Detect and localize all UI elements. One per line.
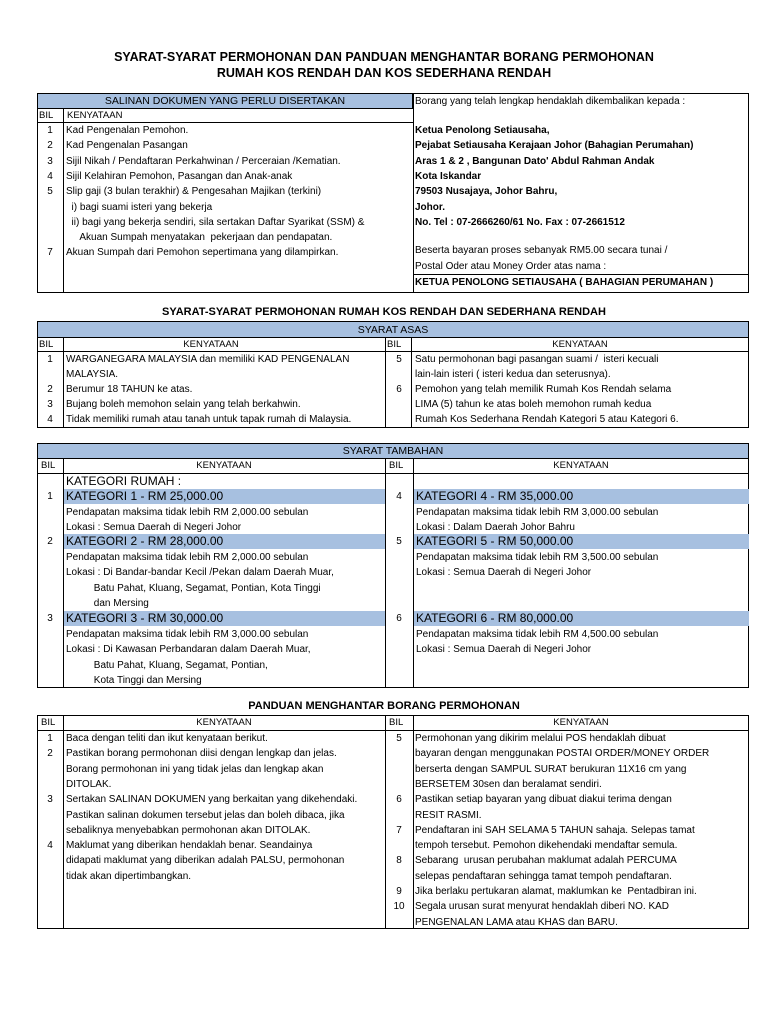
list-item-line: Borang permohonan ini yang tidak jelas dan lengkap akan [66,763,324,775]
list-item-line: tidak akan dipertimbangkan. [66,870,192,882]
kategori-title-bar: KATEGORI 1 - RM 25,000.00 [64,489,385,504]
kategori-line: Lokasi : Di Kawasan Perbandaran dalam Daerah Muar, [66,644,311,656]
list-item-line: bayaran dengan menggunakan POSTAI ORDER/MONEY ORDER [415,748,710,760]
kategori-num: 2 [47,536,53,547]
list-item-line: Tidak memiliki rumah atau tanah untuk tapak rumah di Malaysia. [66,414,352,425]
list-item-line: Berumur 18 TAHUN ke atas. [66,384,193,395]
asas-col-bil-left: BIL [39,339,54,350]
alamat-line: Pejabat Setiausaha Kerajaan Johor (Bahagian Perumahan) [415,140,694,152]
list-item-line: LIMA (5) tahun ke atas boleh memohon rumah kedua [415,399,652,410]
tambahan-col-kenyataan-left: KENYATAAN [196,460,252,471]
kategori-num: 1 [47,491,53,502]
kategori-line: Pendapatan maksima tidak lebih RM 2,000.00 sebulan [66,552,309,563]
kategori-title-bar: KATEGORI 3 - RM 30,000.00 [64,611,385,626]
kategori-line: dan Mersing [66,597,149,609]
list-item-num: 1 [47,354,53,365]
dokumen-item-text: Sijil Nikah / Pendaftaran Perkahwinan / Perceraian /Kematian. [66,155,341,167]
list-item-line: PENGENALAN LAMA atau KHAS dan BARU. [415,916,618,928]
kategori-num: 4 [396,491,402,502]
kategori-line: Kota Tinggi dan Mersing [66,674,202,686]
dokumen-item-num: 3 [47,155,53,167]
asas-col-bil-right: BIL [387,339,402,350]
kategori-line: Pendapatan maksima tidak lebih RM 4,500.00 sebulan [416,629,659,640]
panduan-section [37,715,749,929]
alamat-line: Kota Iskandar [415,170,482,182]
kategori-line: Pendapatan maksima tidak lebih RM 3,000.00 sebulan [66,629,309,640]
dokumen-item-text: i) bagi suami isteri yang bekerja [66,201,213,213]
list-item-line: Satu permohonan bagi pasangan suami / isteri kecuali [415,354,659,365]
syarat-title: SYARAT-SYARAT PERMOHONAN RUMAH KOS RENDAH DAN SEDERHANA RENDAH [162,306,606,318]
kategori-line: Lokasi : Semua Daerah di Negeri Johor [66,522,242,534]
dokumen-item-text: Akuan Sumpah dari Pemohon sepertimana yang dilampirkan. [66,247,339,259]
dokumen-item-text: Sijil Kelahiran Pemohon, Pasangan dan Anak-anak [66,170,293,182]
alamat-line: Ketua Penolong Setiausaha, [415,125,550,136]
list-item-line: didapati maklumat yang diberikan adalah PALSU, permohonan [66,855,345,867]
list-item-num: 5 [396,733,402,744]
list-item-num: 1 [47,733,53,744]
list-item-line: selepas pendaftaran sehingga tamat tempoh pendaftaran. [415,870,672,882]
list-item-line: Jika berlaku pertukaran alamat, maklumkan ke Pentadbiran ini. [415,886,697,897]
kategori-num: 5 [396,536,402,547]
kategori-title-bar: KATEGORI 6 - RM 80,000.00 [414,611,749,626]
syarat-asas-section [37,321,749,428]
list-item-line: sebaliknya menyebabkan permohonan akan DITOLAK. [66,824,311,836]
panduan-col-bil-left: BIL [41,717,56,728]
list-item-num: 2 [47,748,53,760]
list-item-line: Maklumat yang diberikan hendaklah benar. Seandainya [66,840,313,852]
list-item-line: Pastikan salinan dokumen tersebut jelas dan boleh dibaca, jika [66,809,345,821]
panduan-col-bil-right: BIL [389,717,404,728]
syarat-asas-header: SYARAT ASAS [37,321,749,338]
tambahan-col-kenyataan-right: KENYATAAN [553,460,609,471]
dokumen-col-kenyataan: KENYATAAN [67,110,123,121]
tambahan-col-bil-left: BIL [41,460,56,471]
list-item-line: Baca dengan teliti dan ikut kenyataan berikut. [66,733,268,744]
alamat-line: Johor. [415,201,446,213]
list-item-line: MALAYSIA. [66,369,119,380]
alamat-bayaran2: Postal Oder atau Money Order atas nama : [415,261,607,272]
list-item-line: Pendaftaran ini SAH SELAMA 5 TAHUN sahaja. Selepas tamat [415,824,695,836]
list-item-line: lain-lain isteri ( isteri kedua dan seterusnya). [415,369,611,380]
list-item-num: 10 [393,901,405,913]
document-title-line1: SYARAT-SYARAT PERMOHONAN DAN PANDUAN MENGHANTAR BORANG PERMOHONAN [114,50,654,64]
list-item-num: 3 [47,794,53,806]
alamat-penerima: KETUA PENOLONG SETIAUSAHA ( BAHAGIAN PERUMAHAN ) [415,277,714,288]
list-item-num: 9 [396,886,402,897]
syarat-tambahan-header: SYARAT TAMBAHAN [37,443,749,459]
dokumen-item-num: 7 [47,247,53,259]
dokumen-item-num: 5 [47,186,53,198]
asas-col-kenyataan-right: KENYATAAN [552,339,608,350]
list-item-line: Permohonan yang dikirim melalui POS hendaklah dibuat [415,733,666,744]
list-item-line: Sertakan SALINAN DOKUMEN yang berkaitan yang dikehendaki. [66,794,358,806]
list-item-line: BERSETEM 30sen dan beralamat sendiri. [415,778,602,790]
kategori-line: Batu Pahat, Kluang, Segamat, Pontian, [66,659,268,671]
alamat-line: 79503 Nusajaya, Johor Bahru, [415,186,558,198]
list-item-num: 2 [47,384,53,395]
list-item-num: 6 [396,384,402,395]
dokumen-item-num: 1 [47,125,53,136]
list-item-line: Pemohon yang telah memilik Rumah Kos Rendah selama [415,384,672,395]
tambahan-col-bil-right: BIL [389,460,404,471]
dokumen-item-text: Kad Pengenalan Pemohon. [66,125,189,136]
list-item-line: DITOLAK. [66,778,112,790]
list-item-num: 6 [396,794,402,806]
list-item-line: Pastikan borang permohonan diisi dengan lengkap dan jelas. [66,748,337,760]
asas-col-kenyataan-left: KENYATAAN [183,339,239,350]
list-item-num: 7 [396,824,402,836]
kategori-num: 3 [47,613,53,624]
list-item-num: 5 [396,354,402,365]
list-item-line: Rumah Kos Sederhana Rendah Kategori 5 atau Kategori 6. [415,414,679,425]
panduan-col-kenyataan-left: KENYATAAN [196,717,252,728]
dokumen-item-num: 2 [47,140,53,152]
alamat-intro: Borang yang telah lengkap hendaklah dikembalikan kepada : [415,96,686,107]
dokumen-col-bil: BIL [39,110,54,121]
kategori-line: Pendapatan maksima tidak lebih RM 3,500.00 sebulan [416,552,659,563]
dokumen-header: SALINAN DOKUMEN YANG PERLU DISERTAKAN [37,93,413,109]
document-title-line2: RUMAH KOS RENDAH DAN KOS SEDERHANA RENDAH [216,66,552,80]
list-item-line: berserta dengan SAMPUL SURAT berukuran 11X16 cm yang [415,763,687,775]
alamat-bayaran1: Beserta bayaran proses sebanyak RM5.00 secara tunai / [415,245,668,256]
list-item-line: Sebarang urusan perubahan maklumat adalah PERCUMA [415,855,677,867]
alamat-line: No. Tel : 07-2666260/61 No. Fax : 07-2661512 [415,216,625,228]
list-item-line: Bujang boleh memohon selain yang telah berkahwin. [66,399,301,410]
list-item-num: 3 [47,399,53,410]
kategori-line: Lokasi : Di Bandar-bandar Kecil /Pekan dalam Daerah Muar, [66,567,334,579]
dokumen-item-text: Slip gaji (3 bulan terakhir) & Pengesahan Majikan (terkini) [66,186,322,198]
syarat-tambahan-section [37,443,749,688]
kategori-line: Pendapatan maksima tidak lebih RM 2,000.00 sebulan [66,507,309,518]
kategori-line: Pendapatan maksima tidak lebih RM 3,000.00 sebulan [416,507,659,518]
list-item-num: 4 [47,414,53,425]
kategori-line: Lokasi : Semua Daerah di Negeri Johor [416,567,592,579]
list-item-line: Pastikan setiap bayaran yang dibuat diakui terima dengan [415,794,672,806]
kategori-line: Lokasi : Semua Daerah di Negeri Johor [416,644,592,656]
kategori-title-bar: KATEGORI 4 - RM 35,000.00 [414,489,749,504]
list-item-num: 8 [396,855,402,867]
dokumen-item-text: ii) bagi yang bekerja sendiri, sila sertakan Daftar Syarikat (SSM) & [66,216,365,228]
list-item-line: Segala urusan surat menyurat hendaklah diberi NO. KAD [415,901,670,913]
list-item-line: RESIT RASMI. [415,809,482,821]
kategori-title-bar: KATEGORI 2 - RM 28,000.00 [64,534,385,549]
alamat-line: Aras 1 & 2 , Bangunan Dato' Abdul Rahman Andak [415,155,655,167]
kategori-num: 6 [396,613,402,624]
kategori-line: Batu Pahat, Kluang, Segamat, Pontian, Kota Tinggi [66,582,321,594]
dokumen-item-text: Kad Pengenalan Pasangan [66,140,188,152]
panduan-title: PANDUAN MENGHANTAR BORANG PERMOHONAN [248,700,520,712]
dokumen-item-num: 4 [47,170,53,182]
dokumen-section [37,93,749,293]
kategori-line: Lokasi : Dalam Daerah Johor Bahru [416,522,575,534]
dokumen-item-text: Akuan Sumpah menyatakan pekerjaan dan pendapatan. [66,232,333,244]
list-item-num: 4 [47,840,53,852]
list-item-line: tempoh tersebut. Pemohon dikehendaki mendaftar semula. [415,840,678,852]
kategori-rumah-label: KATEGORI RUMAH : [66,474,182,488]
kategori-title-bar: KATEGORI 5 - RM 50,000.00 [414,534,749,549]
panduan-col-kenyataan-right: KENYATAAN [553,717,609,728]
list-item-line: WARGANEGARA MALAYSIA dan memiliki KAD PENGENALAN [66,354,350,365]
